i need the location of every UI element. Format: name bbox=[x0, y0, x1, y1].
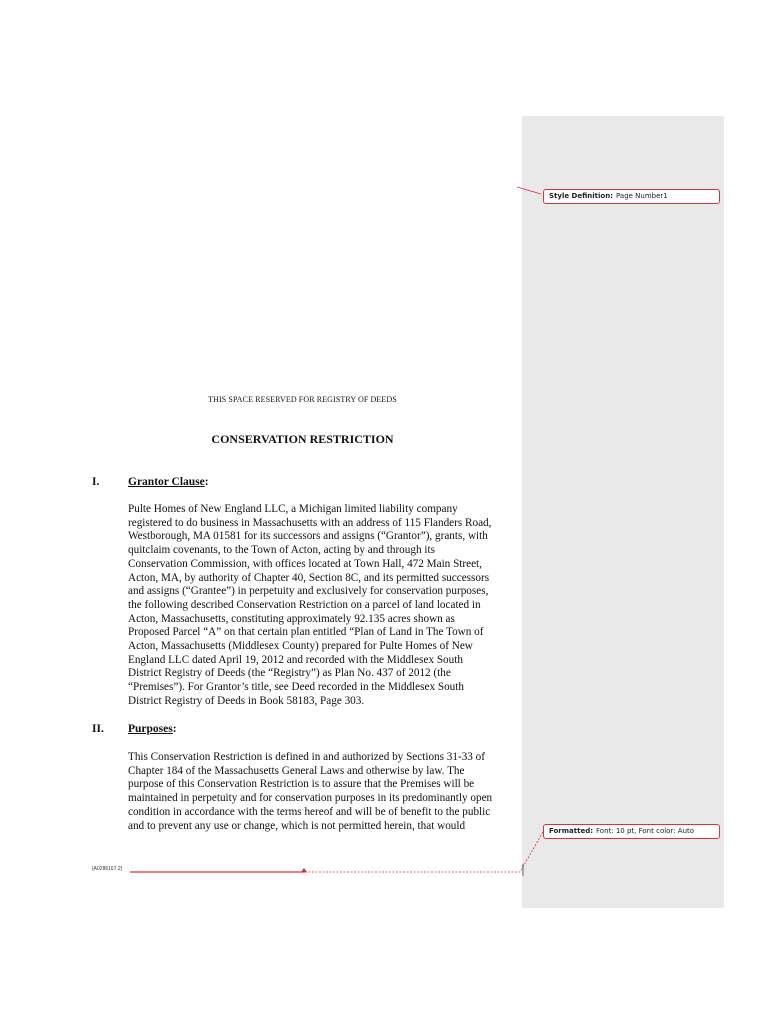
body-line: registered to do business in Massachusetts with an address of 115 Flanders Road, bbox=[128, 516, 492, 529]
body-line: Pulte Homes of New England LLC, a Michigan limited liability company bbox=[128, 503, 458, 515]
section-2-number: II. bbox=[92, 723, 104, 735]
body-line: Acton, Massachusetts, constituting approximately 92.135 acres shown as bbox=[128, 612, 455, 625]
body-line: District Registry of Deeds in Book 58183, Page 303. bbox=[128, 694, 365, 707]
body-line: the following described Conservation Restriction on a parcel of land located in bbox=[128, 598, 481, 611]
body-line: Chapter 184 of the Massachusetts General Laws and otherwise by law. The bbox=[128, 764, 465, 777]
body-line: condition in accordance with the terms hereof and will be of benefit to the public bbox=[128, 805, 491, 818]
body-line: “Premises”). For Grantor’s title, see Deed recorded in the Middlesex South bbox=[128, 681, 464, 694]
body-line: and to prevent any use or change, which is not permitted herein, that would bbox=[128, 819, 466, 832]
section-1-heading: Grantor Clause: bbox=[128, 476, 209, 488]
formatted-connector bbox=[130, 832, 543, 872]
body-line: Proposed Parcel “A” on that certain plan entitled “Plan of Land in The Town of bbox=[128, 626, 484, 639]
style-def-value: Page Number1 bbox=[616, 192, 668, 200]
formatted-comment[interactable] bbox=[543, 824, 720, 839]
document-id: {A0286167.2} bbox=[92, 866, 123, 872]
body-line: Conservation Commission, with offices located at Town Hall, 472 Main Street, bbox=[128, 557, 482, 570]
body-line: England LLC dated April 19, 2012 and recorded with the Middlesex South bbox=[128, 653, 463, 666]
section-1-body bbox=[128, 503, 513, 709]
body-line: maintained in perpetuity and for conservation purposes in its predominantly open bbox=[128, 792, 493, 805]
style-def-label: Style Definition: bbox=[549, 192, 614, 200]
body-line: purpose of this Conservation Restriction is to assure that the Premises will be bbox=[128, 778, 475, 791]
body-line: and assigns (“Grantee”) in perpetuity and exclusively for conservation purposes, bbox=[128, 585, 489, 598]
body-line: Westborough, MA 01581 for its successors and assigns (“Grantor”), grants, with bbox=[128, 530, 488, 543]
formatted-label: Formatted: bbox=[549, 827, 594, 835]
document-title: CONSERVATION RESTRICTION bbox=[211, 432, 394, 446]
body-line: quitclaim covenants, to the Town of Acton, acting by and through its bbox=[128, 544, 435, 557]
section-1-heading-text: Grantor Clause bbox=[128, 476, 205, 488]
section-2-body bbox=[128, 751, 513, 833]
markup-pane bbox=[522, 116, 724, 908]
section-2-heading-text: Purposes bbox=[128, 723, 173, 735]
style-definition-comment[interactable] bbox=[543, 189, 720, 204]
body-line: District Registry of Deeds (the “Registry”) as Plan No. 437 of 2012 (the bbox=[128, 667, 451, 680]
anchor-marker bbox=[301, 868, 307, 872]
section-2-heading: Purposes: bbox=[128, 723, 177, 735]
body-line: Acton, MA, by authority of Chapter 40, Section 8C, and its permitted successors bbox=[128, 571, 490, 584]
body-line: This Conservation Restriction is defined in and authorized by Sections 31-33 of bbox=[128, 751, 486, 763]
registry-note: THIS SPACE RESERVED FOR REGISTRY OF DEEDS bbox=[208, 395, 397, 404]
formatted-value: Font: 10 pt, Font color: Auto bbox=[596, 827, 695, 835]
body-line: Acton, Massachusetts (Middlesex County) prepared for Pulte Homes of New bbox=[128, 640, 473, 653]
section-1-number: I. bbox=[92, 476, 100, 488]
